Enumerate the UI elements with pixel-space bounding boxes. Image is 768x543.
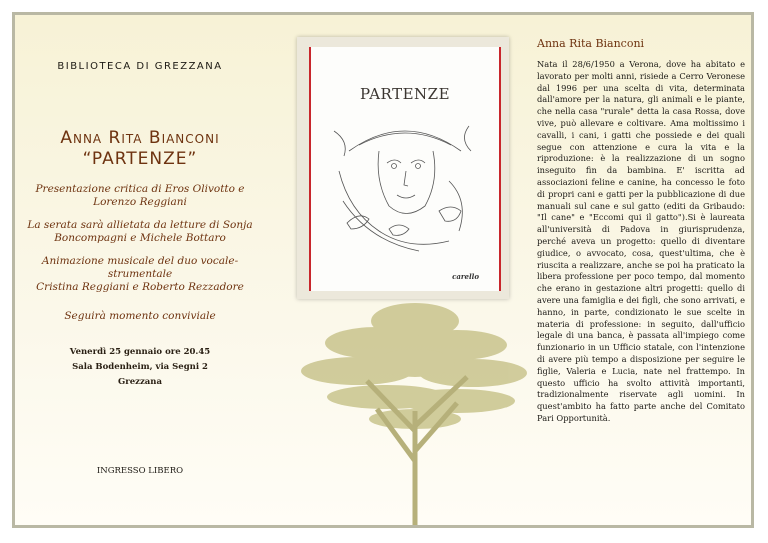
- tree-illustration: [297, 291, 533, 528]
- event-column: [25, 55, 255, 476]
- bio-column: [537, 37, 745, 425]
- book-cover: [297, 37, 509, 299]
- convivial-line: Seguirà momento conviviale: [64, 310, 216, 322]
- cover-illustration: [329, 111, 481, 261]
- musicians-line: Cristina Reggiani e Roberto Rezzadore: [36, 281, 244, 293]
- book-cover-title: PARTENZE: [359, 85, 451, 103]
- flyer-frame: [12, 12, 754, 528]
- book-title-heading: “PARTENZE”: [82, 149, 198, 169]
- book-cover-page: [309, 47, 501, 291]
- readings-line: La serata sarà allietata da letture di Sonja Boncompagni e Michele Bottaro: [27, 219, 253, 244]
- music-line: Animazione musicale del duo vocale-strumentale: [41, 255, 239, 280]
- publisher-logo: carello: [452, 272, 479, 281]
- bio-text: Nata il 28/6/1950 a Verona, dove ha abitato e lavorato per molti anni, risiede a Cerro Veronese dal 1996 per una scelta di vita, determinata dall'amore per la natura, gli animali e le piante, che nella casa "rurale" detta la casa Rossa, dove vive, può allevare e coltivare. Ama moltissimo i cavalli, i cani, i gatti che possiede e dei quali segue con attenzione e cura la vita e la riproduzione: è la realizzazione di un sogno inseguito fin da bambina. E' iscritta ad associazioni feline e canine, ha concesso le foto di propri cani e gatti per la pubblicazione di due manuali sul cane e sul gatto (editi da Gribaudo: "Il cane" e "Eccomi qui il gatto").Si è laureata all'università di Padova in giurisprudenza, perché aveva un progetto: quello di diventare giudice, o avvocato, cosa, quest'ultima, che è riuscita a realizzare, anche se poi ha praticato la libera professione per poco tempo, dal momento che erano in gestazione altri progetti: quello di avere una famiglia e dei figli, che sono arrivati, e hanno, in parte, condizionato le sue scelte in materia di professione: in seguito, dall'ufficio legale di una banca, è passata all'impiego come funzionario in un Ufficio statale, con l'intenzione di avere più tempo a disposizione per seguire le figlie, Valeria e Lucia, nate nel frattempo. In questo ufficio ha svolto attività importanti, tradizionalmente riservate agli uomini. In quest'ambito ha fatto parte anche del Comitato Pari Opportunità.: [537, 59, 745, 423]
- critical-presentation: Presentazione critica di Eros Olivotto e Lorenzo Reggiani: [35, 183, 245, 208]
- free-entry: INGRESSO LIBERO: [96, 466, 184, 476]
- event-venue: Sala Bodenheim, via Segni 2: [72, 362, 208, 372]
- library-name: BIBLIOTECA DI GREZZANA: [57, 61, 223, 72]
- author-name: Anna Rita Bianconi: [60, 128, 220, 148]
- event-details: [25, 345, 255, 390]
- event-date: Venerdì 25 gennaio ore 20.45: [69, 347, 211, 357]
- bio-heading: Anna Rita Bianconi: [537, 37, 645, 50]
- event-town: Grezzana: [118, 377, 162, 387]
